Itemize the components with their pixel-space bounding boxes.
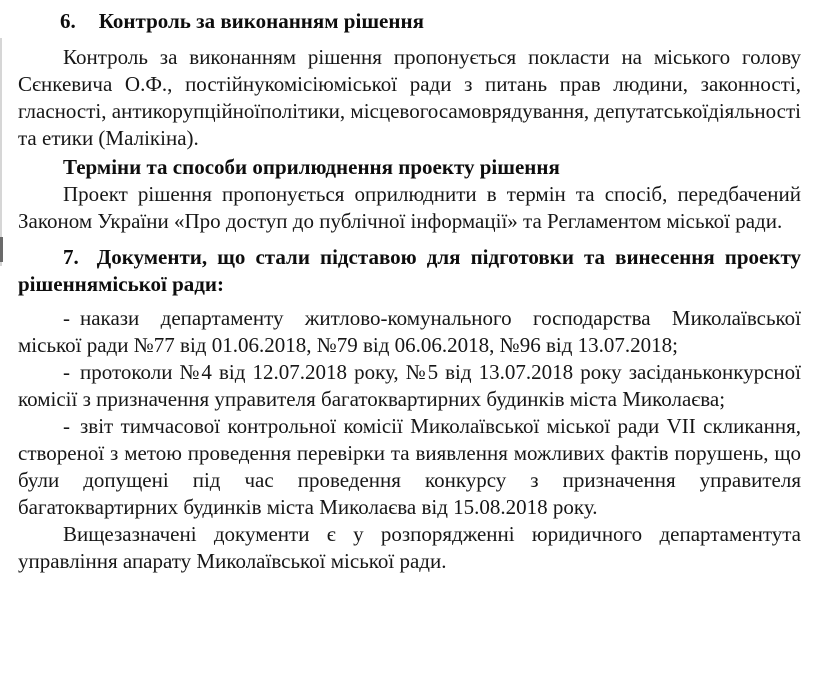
list-item-text: накази департаменту житлово-комунального господарства Миколаївської міської ради №77 від 01.06.2018, №79 від 06.06.2018, №96 від 13.07.2018; <box>18 306 801 357</box>
section-6-title: Контроль за виконанням рішення <box>98 9 424 33</box>
list-dash-marker: - <box>63 414 70 438</box>
list-item-text: звіт тимчасової контрольної комісії Миколаївської міської ради VII скликання, створеної з метою проведення перевірки та виявлення можливих фактів порушень, що були допущені під час проведення конкурсу з призначення управителя багатоквартирних будинків міста Миколаєва від 15.08.2018 року. <box>18 414 801 519</box>
section-7-title: Документи, що стали підставою для підготовки та винесення проекту рішенняміської ради: <box>18 245 801 296</box>
publication-heading: Терміни та способи оприлюднення проекту рішення <box>63 155 560 179</box>
section-6-paragraph: Контроль за виконанням рішення пропонується покласти на міського голову Сєнкевича О.Ф., постійнукомісіюміської ради з питань прав людини, законності, гласності, антикорупційноїполітики, місцевогосамоврядування, депутатськоїдіяльності та етики (Малікіна). <box>18 45 801 150</box>
section-6-number: 6. <box>60 9 76 33</box>
scan-artifact-mark <box>0 237 3 262</box>
list-dash-marker: - <box>63 306 70 330</box>
section-6-heading <box>18 8 801 35</box>
scan-artifact-line <box>0 38 2 266</box>
section-7-heading <box>18 244 801 298</box>
document-list-item <box>18 359 801 413</box>
list-item-text: протоколи №4 від 12.07.2018 року, №5 від 13.07.2018 року засіданьконкурсної комісії з призначення управителя багатоквартирних будинків міста Миколаєва; <box>18 360 801 411</box>
document-list-item <box>18 305 801 359</box>
section-7-number: 7. <box>63 245 79 269</box>
document-list-item <box>18 413 801 521</box>
closing-paragraph: Вищезазначені документи є у розпорядженні юридичного департаментута управління апарату Миколаївської міської ради. <box>18 522 801 573</box>
list-dash-marker: - <box>63 360 70 384</box>
publication-paragraph: Проект рішення пропонується оприлюднити в термін та спосіб, передбачений Законом України «Про доступ до публічної інформації» та Регламентом міської ради. <box>18 182 801 233</box>
